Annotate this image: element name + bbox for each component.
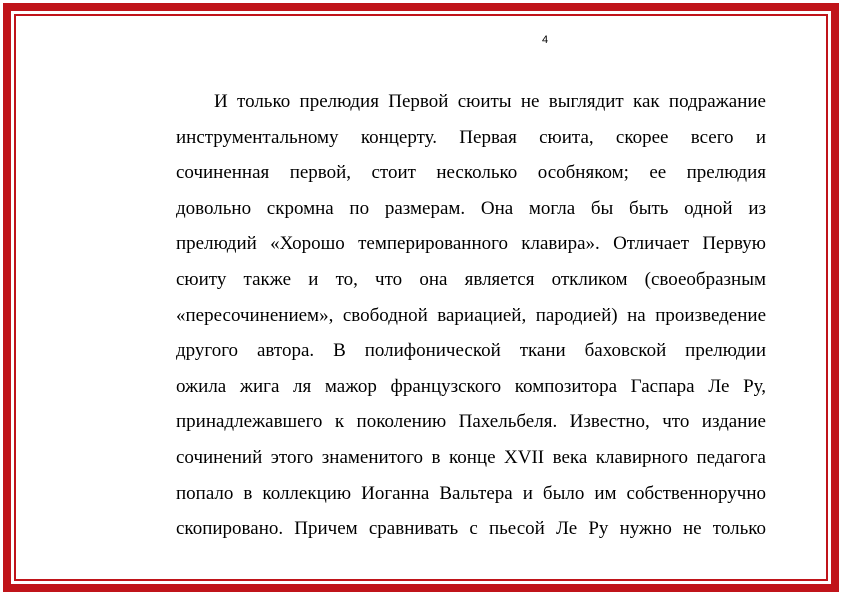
text-line: сюиту также и то, что она является откликом (своеобразным: [176, 268, 766, 290]
text-line: И только прелюдия Первой сюиты не выглядит как подражание: [214, 91, 766, 112]
text-line: сочинений этого знаменитого в конце XVII века клавирного педагога: [176, 446, 766, 468]
text-line: другого автора. В полифонической ткани баховской прелюдии: [176, 340, 766, 362]
text-line: довольно скромна по размерам. Она могла бы быть одной из: [176, 197, 766, 219]
text-line: скопировано. Причем сравнивать с пьесой Ле Ру нужно не только: [176, 518, 766, 540]
body-text: [176, 84, 766, 547]
page-number: 4: [541, 34, 549, 46]
text-line: принадлежавшего к поколению Пахельбеля. Известно, что издание: [176, 411, 766, 433]
text-line: «пересочинением», свободной вариацией, пародией) на произведение: [176, 304, 766, 326]
text-line: ожила жига ля мажор французского композитора Гаспара Ле Ру,: [176, 375, 766, 397]
text-line: попало в коллекцию Иоганна Вальтера и было им собственноручно: [176, 482, 766, 504]
text-line: сочиненная первой, стоит несколько особняком; ее прелюдия: [176, 162, 766, 184]
text-line: инструментальному концерту. Первая сюита, скорее всего и: [176, 126, 766, 148]
text-line: прелюдий «Хорошо темперированного клавира». Отличает Первую: [176, 233, 766, 255]
